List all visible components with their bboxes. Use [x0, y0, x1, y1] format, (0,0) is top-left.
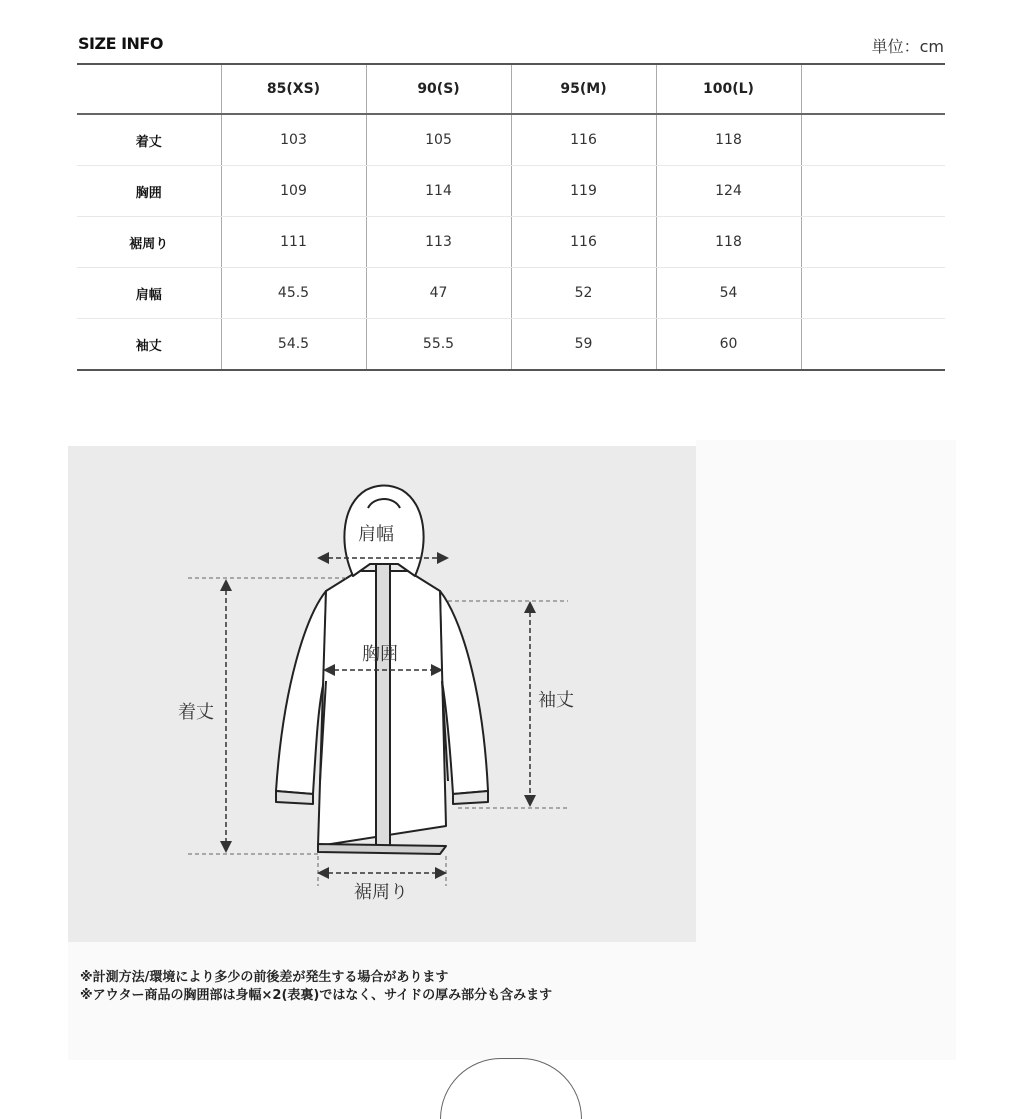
column-header: 85(XS)	[221, 64, 366, 114]
table-cell: 124	[656, 166, 801, 217]
table-cell: 114	[366, 166, 511, 217]
sleeve-label: 袖丈	[538, 690, 574, 711]
row-label: 袖丈	[77, 319, 221, 371]
table-cell	[801, 114, 945, 166]
length-label: 着丈	[178, 702, 214, 723]
table-cell: 45.5	[221, 268, 366, 319]
table-cell: 119	[511, 166, 656, 217]
table-cell: 105	[366, 114, 511, 166]
table-cell: 59	[511, 319, 656, 371]
table-row	[77, 114, 945, 166]
bottom-tab-shape	[440, 1058, 582, 1119]
table-cell: 54.5	[221, 319, 366, 371]
table-cell: 111	[221, 217, 366, 268]
column-header	[801, 64, 945, 114]
size-table	[77, 63, 945, 371]
unit-label: 単位：cm	[871, 37, 944, 56]
column-header: 95(M)	[511, 64, 656, 114]
row-label: 裾周り	[77, 217, 221, 268]
table-row	[77, 166, 945, 217]
table-cell: 118	[656, 217, 801, 268]
table-cell: 116	[511, 114, 656, 166]
shoulder-label: 肩幅	[358, 524, 394, 545]
table-cell: 52	[511, 268, 656, 319]
table-cell	[801, 268, 945, 319]
table-cell: 118	[656, 114, 801, 166]
column-header	[77, 64, 221, 114]
table-cell	[801, 319, 945, 371]
column-header: 100(L)	[656, 64, 801, 114]
table-cell: 116	[511, 217, 656, 268]
column-header: 90(S)	[366, 64, 511, 114]
table-cell: 113	[366, 217, 511, 268]
table-header-row	[77, 64, 945, 114]
table-cell: 60	[656, 319, 801, 371]
measurement-note: ※計測方法/環境により多少の前後差が発生する場合があります	[80, 970, 449, 985]
measurement-diagram	[68, 446, 696, 942]
hem-label: 裾周り	[354, 882, 408, 903]
table-cell: 55.5	[366, 319, 511, 371]
table-cell: 54	[656, 268, 801, 319]
outerwear-chest-note: ※アウター商品の胸囲部は身幅×2(表裏)ではなく、サイドの厚み部分も含みます	[80, 988, 553, 1003]
table-row	[77, 268, 945, 319]
row-label: 肩幅	[77, 268, 221, 319]
row-label: 着丈	[77, 114, 221, 166]
chest-label: 胸囲	[362, 644, 398, 665]
table-cell	[801, 166, 945, 217]
table-cell: 109	[221, 166, 366, 217]
table-cell: 47	[366, 268, 511, 319]
table-cell: 103	[221, 114, 366, 166]
size-info-header	[78, 34, 944, 60]
row-label: 胸囲	[77, 166, 221, 217]
size-info-title: SIZE INFO	[78, 34, 163, 53]
table-cell	[801, 217, 945, 268]
table-row	[77, 319, 945, 371]
table-row	[77, 217, 945, 268]
